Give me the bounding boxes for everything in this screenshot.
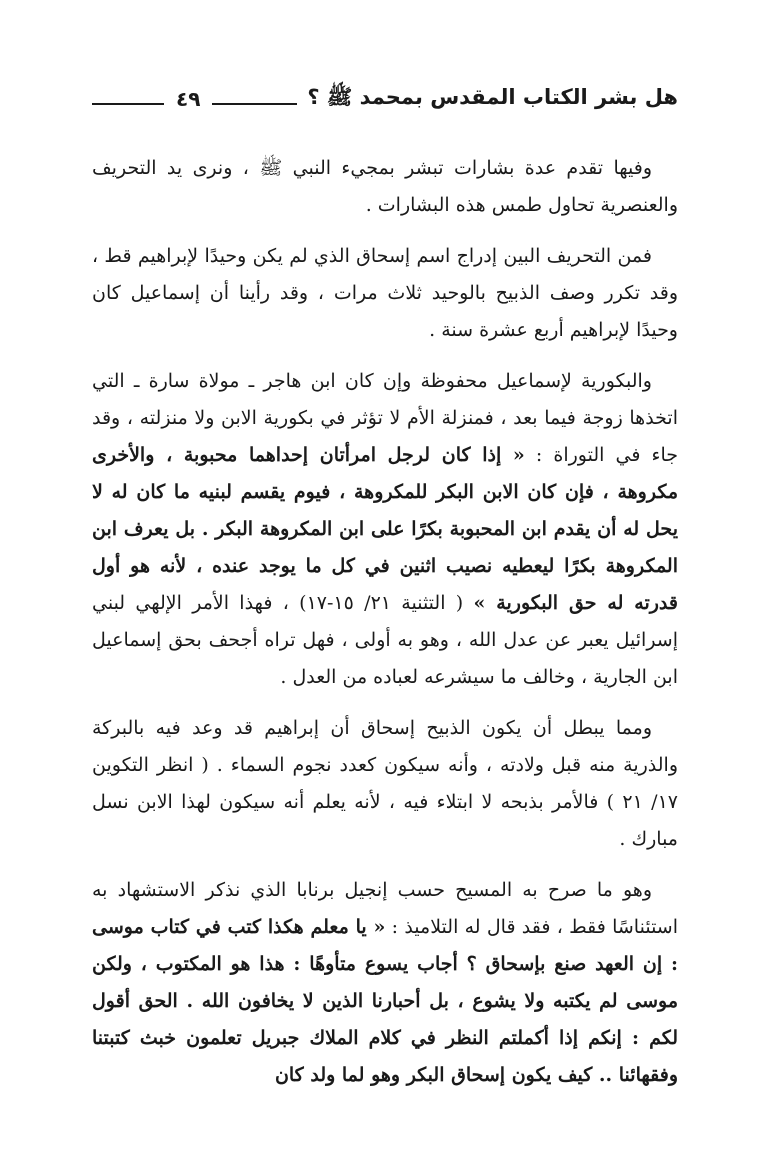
page-body <box>92 150 678 1108</box>
header-title: هل بشر الكتاب المقدس بمحمد ﷺ ؟ <box>307 84 678 109</box>
running-header <box>92 82 678 116</box>
paragraph-text: وفيها تقدم عدة بشارات تبشر بمجيء النبي ﷺ ، ونرى يد التحريف والعنصرية تحاول طمس هذه البشارات . <box>92 157 678 216</box>
paragraph-4 <box>92 710 678 858</box>
paragraph-5 <box>92 872 678 1094</box>
torah-quotation: « إذا كان لرجل امرأتان إحداهما محبوبة ، والأخرى مكروهة ، فإن كان الابن البكر للمكروهة ، فيوم يقسم لبنيه ما كان له لا يحل له أن يقدم ابن المحبوبة بكرًا على ابن المكروهة البكر . بل يعرف ابن المكروهة بكرًا ليعطيه نصيب اثنين في كل ما يوجد عنده ، لأنه هو أول قدرته له حق البكورية » <box>92 444 678 614</box>
header-rule-short <box>92 103 164 105</box>
header-rule-long <box>212 103 297 105</box>
paragraph-3 <box>92 363 678 696</box>
paragraph-1 <box>92 150 678 224</box>
paragraph-text: ومما يبطل أن يكون الذبيح إسحاق أن إبراهيم قد وعد فيه بالبركة والذرية منه قبل ولادته ، وأنه سيكون كعدد نجوم السماء . ( انظر التكوين ١٧/ ٢١ ) فالأمر بذبحه لا ابتلاء فيه ، لأنه يعلم أنه سيكون لهذا الابن نسل مبارك . <box>92 717 678 850</box>
barnabas-quotation: « يا معلم هكذا كتب في كتاب موسى : إن العهد صنع بإسحاق ؟ أجاب يسوع متأوهًا : هذا هو المكتوب ، ولكن موسى لم يكتبه ولا يشوع ، بل أحبارنا الذين لا يخافون الله . الحق أقول لكم : إنكم إذا أكملتم النظر في كلام الملاك جبريل تعلمون خبث كتبتنا وفقهائنا .. كيف يكون إسحاق البكر وهو لما ولد كان <box>92 916 678 1086</box>
paragraph-2 <box>92 238 678 349</box>
paragraph-text-continued: ( التثنية ٢١/ ١٥-١٧) ، فهذا الأمر الإلهي لبني إسرائيل يعبر عن عدل الله ، وهو به أولى ، فهل تراه أجحف بحق إسماعيل ابن الجارية ، وخالف ما سيشرعه لعباده من العدل . <box>92 592 678 688</box>
page-number: ٤٩ <box>176 87 201 111</box>
paragraph-text: وهو ما صرح به المسيح حسب إنجيل برنابا الذي نذكر الاستشهاد به استئناسًا فقط ، فقد قال له التلاميذ : <box>92 879 678 938</box>
paragraph-text: والبكورية لإسماعيل محفوظة وإن كان ابن هاجر ـ مولاة سارة ـ التي اتخذها زوجة فيما بعد ، فمنزلة الأم لا تؤثر في بكورية الابن ولا منزلته ، وقد جاء في التوراة : <box>92 370 678 466</box>
paragraph-text: فمن التحريف البين إدراج اسم إسحاق الذي لم يكن وحيدًا لإبراهيم قط ، وقد تكرر وصف الذبيح بالوحيد ثلاث مرات ، وقد رأينا أن إسماعيل كان وحيدًا لإبراهيم أربع عشرة سنة . <box>92 245 678 341</box>
